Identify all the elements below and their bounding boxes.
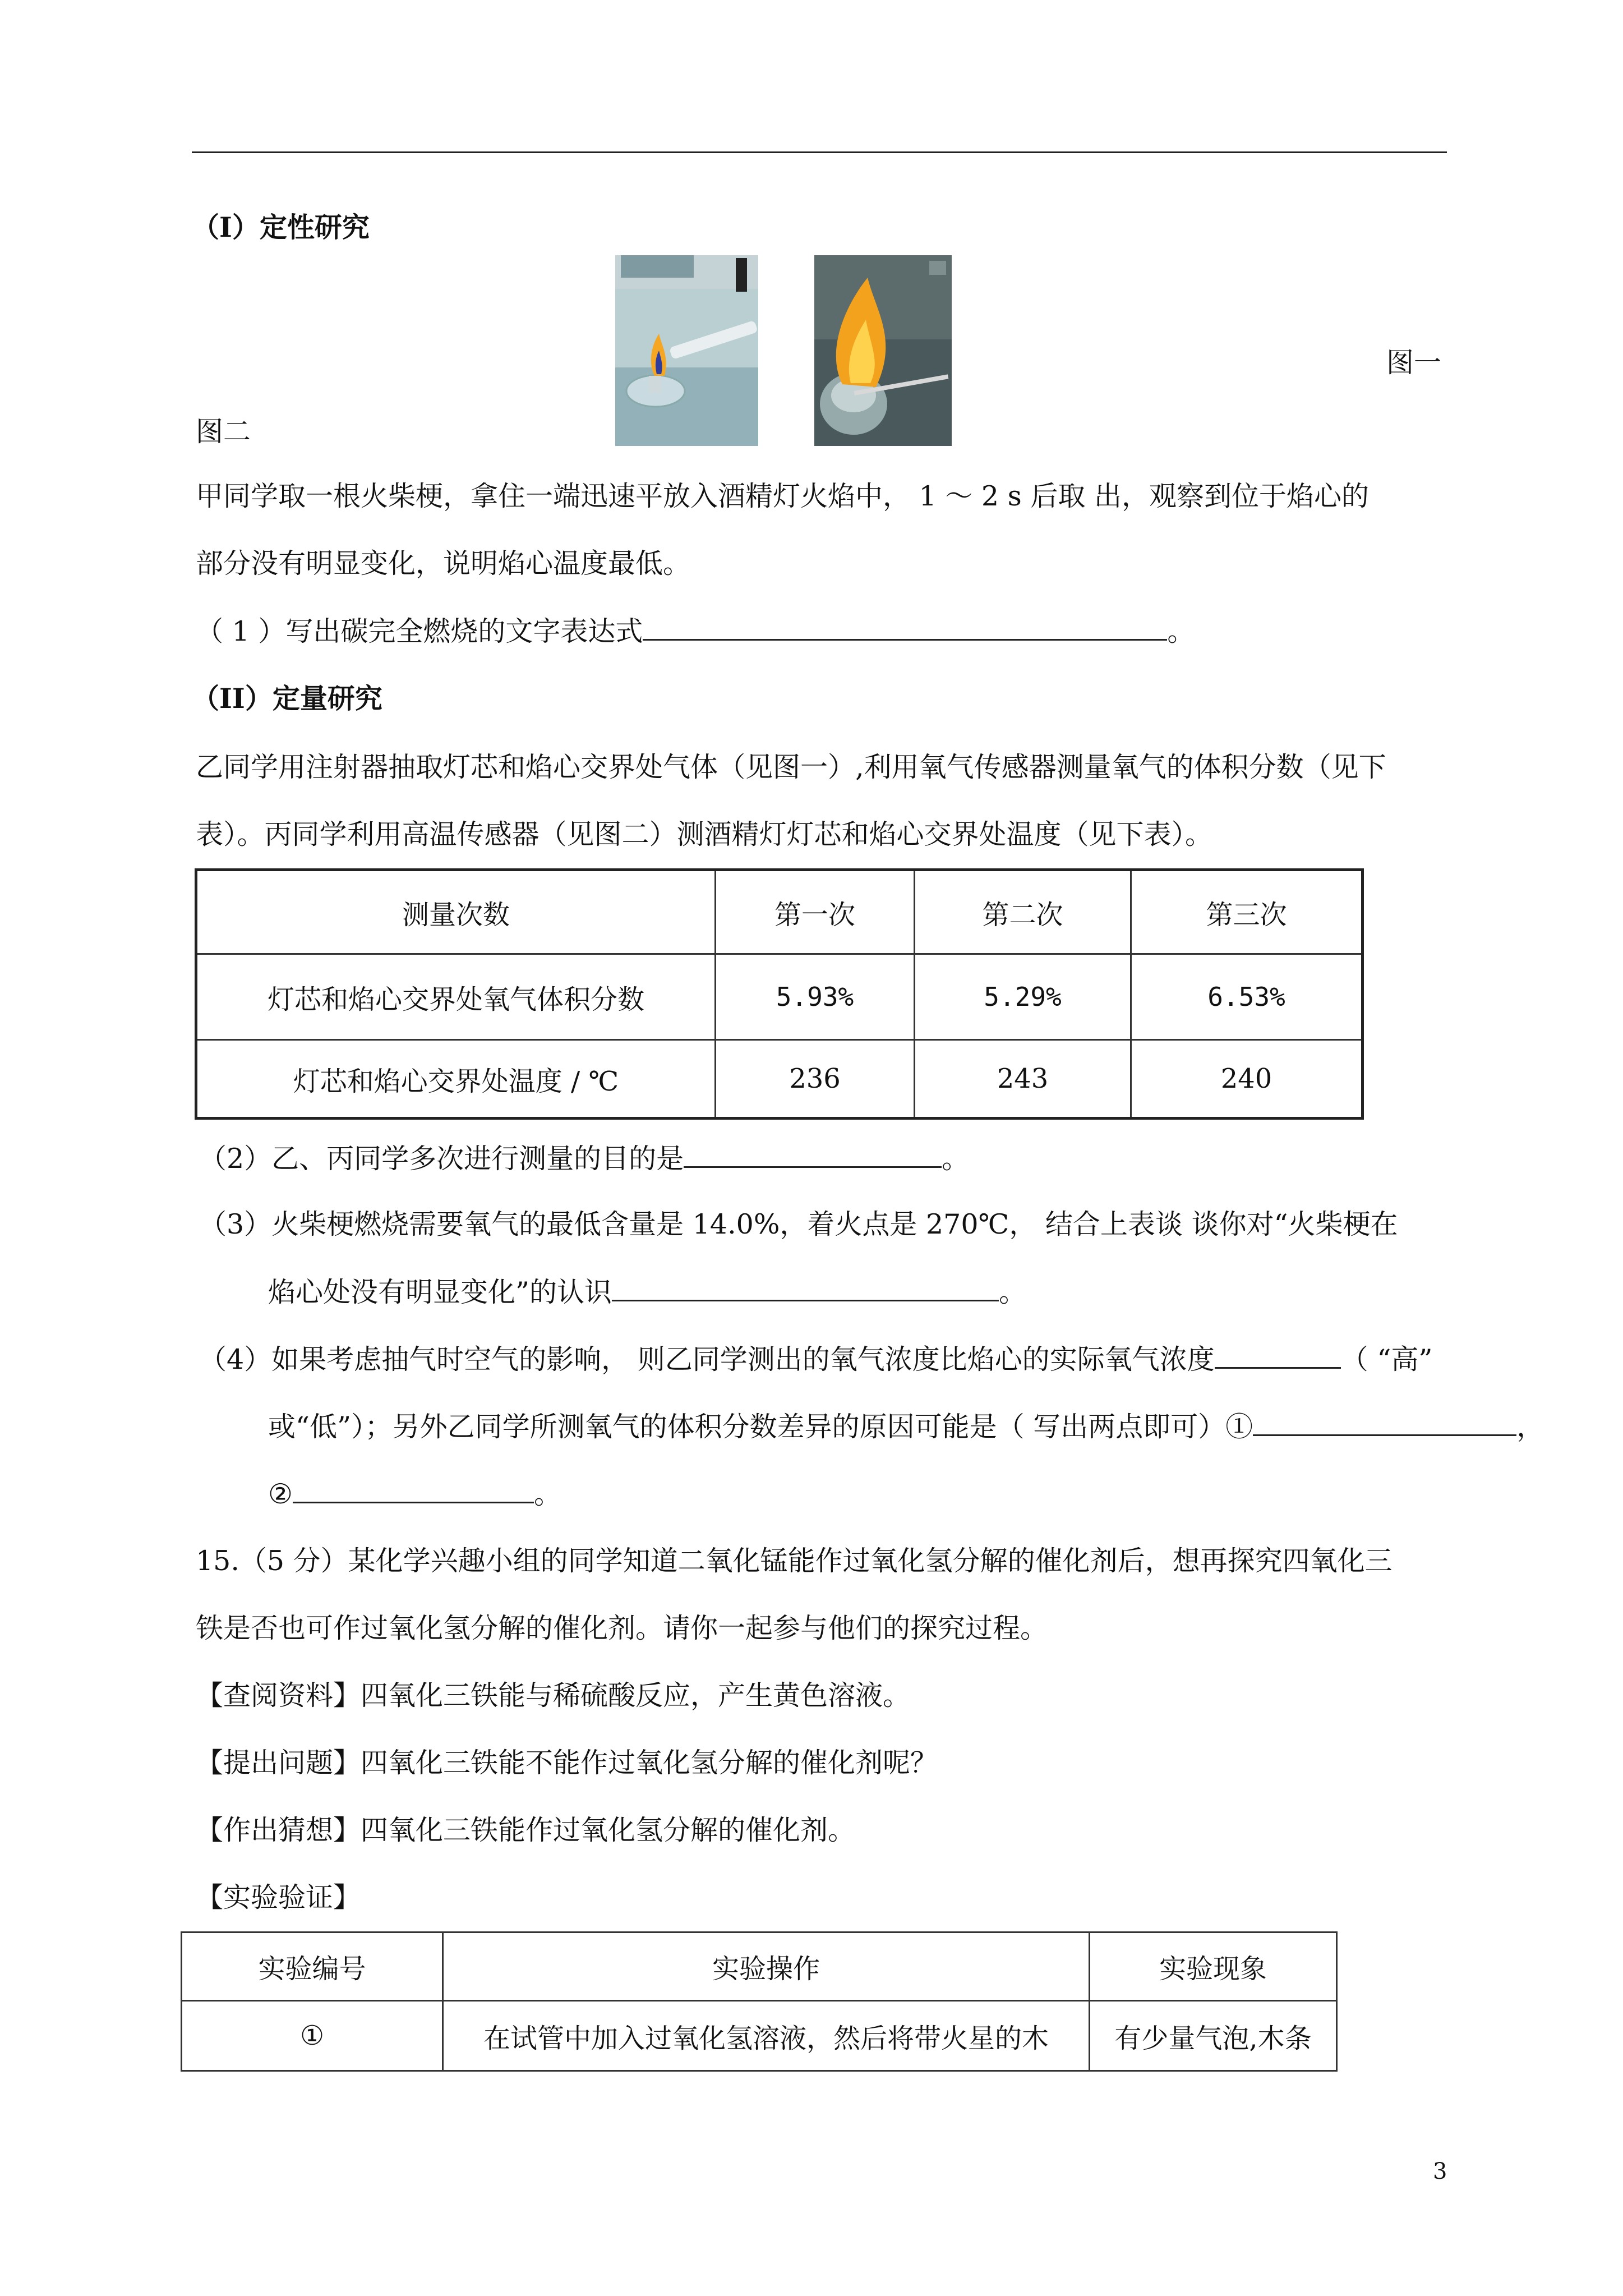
question-4-circle-2: ②: [268, 1478, 293, 1510]
table-cell: 在试管中加入过氧化氢溶液，然后将带火星的木: [443, 2001, 1090, 2071]
table-header-cell: 实验现象: [1090, 1932, 1337, 2001]
answer-blank-3[interactable]: [612, 1275, 999, 1301]
photo-figure-1: [615, 255, 758, 446]
raise-question: 【提出问题】四氧化三铁能不能作过氧化氢分解的催化剂呢？: [196, 1747, 938, 1779]
table-header-cell: 第二次: [915, 870, 1131, 954]
table-header-cell: 实验操作: [443, 1932, 1090, 2001]
question-1-text: （ 1 ）写出碳完全燃烧的文字表达式: [196, 615, 643, 647]
problem-15-line-2: 铁是否也可作过氧化氢分解的催化剂。请你一起参与他们的探究过程。: [196, 1612, 1048, 1644]
table-header-row: [182, 1932, 1337, 2001]
answer-blank-1[interactable]: [643, 614, 1167, 641]
table-header-cell: 测量次数: [196, 870, 716, 954]
table-header-row: [196, 870, 1363, 954]
measurement-table: [195, 868, 1364, 1120]
table-header-cell: 第一次: [716, 870, 915, 954]
question-4-hint: （ “高”: [1340, 1343, 1433, 1375]
table-row: [196, 1040, 1363, 1119]
table-header-cell: 实验编号: [182, 1932, 443, 2001]
table-cell: 243: [915, 1040, 1131, 1119]
question-3-line-1: （3）火柴梗燃烧需要氧气的最低含量是 14.0%，着火点是 270℃， 结合上表谈 谈你对“火柴梗在: [199, 1208, 1398, 1240]
question-3-end: 。: [999, 1276, 1027, 1308]
table-cell: ①: [182, 2001, 443, 2071]
reference-materials: 【查阅资料】四氧化三铁能与稀硫酸反应，产生黄色溶液。: [196, 1680, 911, 1711]
answer-blank-4[interactable]: [1215, 1342, 1341, 1369]
page-number: 3: [1433, 2159, 1447, 2184]
table-row: [196, 954, 1363, 1040]
question-4-comma: ，: [1516, 1411, 1544, 1443]
photo-figure-2: [814, 255, 952, 446]
problem-15-line-1: 15.（5 分）某化学兴趣小组的同学知道二氧化锰能作过氧化氢分解的催化剂后，想再探究四氧化三: [196, 1545, 1393, 1577]
answer-blank-5[interactable]: [1253, 1410, 1516, 1436]
question-4-line-1: [199, 1342, 1432, 1377]
paragraph-2-line-1: 乙同学用注射器抽取灯芯和焰心交界处气体（见图一）,利用氧气传感器测量氧气的体积分数（见下: [196, 751, 1386, 783]
table-cell: 5.93%: [716, 954, 915, 1040]
paragraph-2-line-2: 表）。丙同学利用高温传感器（见图二）测酒精灯灯芯和焰心交界处温度（见下表）。: [196, 818, 1213, 850]
paragraph-1-line-2: 部分没有明显变化，说明焰心温度最低。: [196, 547, 691, 579]
header-rule: [192, 151, 1447, 153]
question-2: [199, 1142, 969, 1176]
table-cell: 灯芯和焰心交界处温度 / ℃: [196, 1040, 716, 1119]
table-header-cell: 第三次: [1131, 870, 1363, 954]
table-cell: 5.29%: [915, 954, 1131, 1040]
question-1: [196, 614, 1195, 648]
question-2-text: （2）乙、丙同学多次进行测量的目的是: [199, 1143, 684, 1175]
table-cell: 灯芯和焰心交界处氧气体积分数: [196, 954, 716, 1040]
answer-blank-6[interactable]: [293, 1477, 534, 1503]
figure-label-2: 图二: [196, 416, 251, 448]
question-4-text: （4）如果考虑抽气时空气的影响， 则乙同学测出的氧气浓度比焰心的实际氧气浓度: [199, 1343, 1215, 1375]
question-4-line-2: [268, 1410, 1544, 1444]
question-3-text: 焰心处没有明显变化”的认识: [268, 1276, 612, 1308]
table-row: [182, 2001, 1337, 2071]
section-title-quantitative: （II）定量研究: [192, 682, 382, 715]
question-3-line-2: [268, 1275, 1026, 1309]
hypothesis: 【作出猜想】四氧化三铁能作过氧化氢分解的催化剂。: [196, 1814, 856, 1846]
experiment-table: [181, 1931, 1338, 2072]
figure-label-1: 图一: [1386, 347, 1442, 379]
question-2-end: 。: [942, 1143, 970, 1175]
question-4-line-3: [268, 1477, 561, 1511]
table-cell: 236: [716, 1040, 915, 1119]
section-title-qualitative: （I）定性研究: [192, 211, 370, 243]
table-cell: 240: [1131, 1040, 1363, 1119]
answer-blank-2[interactable]: [684, 1142, 942, 1168]
experiment-verification-heading: 【实验验证】: [196, 1881, 361, 1913]
question-4-end: 。: [533, 1478, 561, 1510]
question-4-reason-text: 或“低”）；另外乙同学所测氧气的体积分数差异的原因可能是（ 写出两点即可）①: [268, 1411, 1253, 1443]
paragraph-1-line-1: 甲同学取一根火柴梗，拿住一端迅速平放入酒精灯火焰中， 1 ～ 2 s 后取 出，观察到位于焰心的: [196, 480, 1369, 512]
question-1-end: 。: [1167, 615, 1195, 647]
table-cell: 6.53%: [1131, 954, 1363, 1040]
table-cell: 有少量气泡,木条: [1090, 2001, 1337, 2071]
